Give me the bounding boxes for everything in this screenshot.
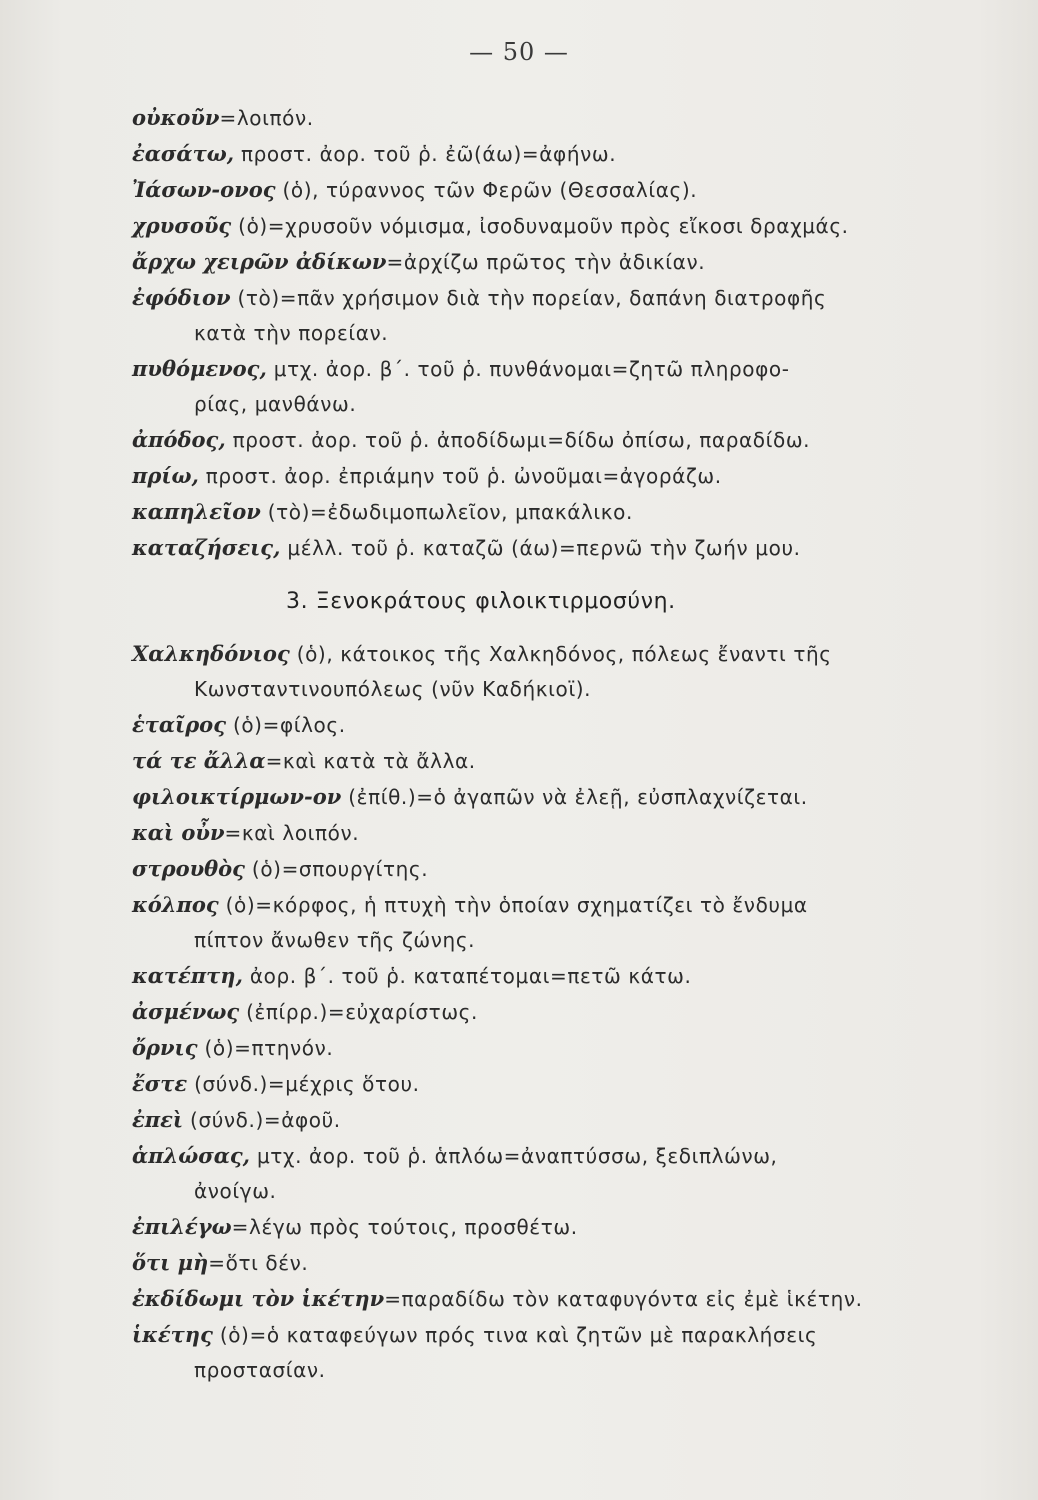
glossary-entry — [132, 1138, 992, 1174]
glossary-entry — [132, 458, 992, 494]
headword: τά τε ἄλλα — [132, 748, 266, 773]
definition: (ὁ)=σπουργίτης. — [244, 857, 429, 881]
glossary-entry — [132, 136, 992, 172]
definition: προστασίαν. — [194, 1358, 326, 1382]
definition: (ὁ), κάτοικος τῆς Χαλκηδόνος, πόλεως ἔναντι τῆς — [289, 642, 832, 666]
glossary-entry — [132, 244, 992, 280]
glossary-entry — [132, 1245, 992, 1281]
headword: Χαλκηδόνιος — [132, 641, 290, 666]
definition: =καὶ λοιπόν. — [224, 821, 360, 845]
definition: μέλλ. τοῦ ῥ. καταζῶ (άω)=περνῶ τὴν ζωήν μου. — [280, 536, 801, 560]
definition: (σύνδ.)=ἀφοῦ. — [183, 1108, 341, 1132]
glossary-entry — [132, 1102, 992, 1138]
headword: ἐασάτω, — [132, 141, 235, 166]
glossary-entry — [132, 851, 992, 887]
definition: πίπτον ἄνωθεν τῆς ζώνης. — [194, 928, 476, 952]
glossary-entry — [132, 100, 992, 136]
definition: Κωνσταντινουπόλεως (νῦν Καδήκιοϊ). — [194, 677, 592, 701]
headword: χρυσοῦς — [132, 213, 232, 238]
headword: ἔστε — [132, 1071, 188, 1096]
headword: φιλοικτίρμων-ον — [132, 784, 342, 809]
headword: ἀπόδος, — [132, 427, 226, 452]
glossary-content — [132, 100, 992, 1388]
definition: ἀορ. β΄. τοῦ ῥ. καταπέτομαι=πετῶ κάτω. — [242, 964, 692, 988]
definition: (σύνδ.)=μέχρις ὅτου. — [187, 1072, 420, 1096]
definition: (τὸ)=ἐδωδιμοπωλεῖον, μπακάλικο. — [260, 500, 633, 524]
glossary-entry — [132, 815, 992, 851]
definition: προστ. ἀορ. τοῦ ῥ. ἀποδίδωμι=δίδω ὀπίσω, παραδίδω. — [225, 428, 811, 452]
definition: ἀνοίγω. — [194, 1179, 277, 1203]
headword: ὄρνις — [132, 1035, 198, 1060]
glossary-entry-continuation — [132, 1174, 992, 1209]
glossary-entry — [132, 208, 992, 244]
glossary-section-2 — [132, 636, 992, 1388]
headword: ὅτι μὴ — [132, 1250, 209, 1275]
headword: καταζήσεις, — [132, 535, 281, 560]
glossary-entry — [132, 494, 992, 530]
headword: ἱκέτης — [132, 1322, 213, 1347]
glossary-entry — [132, 422, 992, 458]
glossary-entry — [132, 707, 992, 743]
definition: (ὁ)=φίλος. — [225, 713, 346, 737]
definition: =καὶ κατὰ τὰ ἄλλα. — [265, 749, 476, 773]
definition: (ὁ)=κόρφος, ἡ πτυχὴ τὴν ὁποίαν σχηματίζει τὸ ἔνδυμα — [218, 893, 808, 917]
definition: (τὸ)=πᾶν χρήσιμον διὰ τὴν πορείαν, δαπάνη διατροφῆς — [230, 286, 827, 310]
glossary-entry-continuation — [132, 1353, 992, 1388]
glossary-entry — [132, 994, 992, 1030]
headword: πυθόμενος, — [132, 356, 267, 381]
glossary-entry — [132, 743, 992, 779]
glossary-entry-continuation — [132, 316, 992, 351]
definition: μτχ. ἀορ. τοῦ ῥ. ἁπλόω=ἀναπτύσσω, ξεδιπλώνω, — [250, 1144, 778, 1168]
headword: ἁπλώσας, — [132, 1143, 250, 1168]
headword: καὶ οὖν — [132, 820, 225, 845]
glossary-entry — [132, 530, 992, 566]
definition: =ὅτι δέν. — [208, 1251, 309, 1275]
headword: κατέπτη, — [132, 963, 243, 988]
glossary-entry — [132, 779, 992, 815]
glossary-entry — [132, 1281, 992, 1317]
section-heading: 3. Ξενοκράτους φιλοικτιρμοσύνη. — [286, 589, 676, 614]
definition: (ὁ)=χρυσοῦν νόμισμα, ἰσοδυναμοῦν πρὸς εἴκοσι δραχμάς. — [231, 214, 849, 238]
definition: =λοιπόν. — [219, 106, 314, 130]
glossary-entry — [132, 1317, 992, 1353]
definition: μτχ. ἀορ. β΄. τοῦ ῥ. πυνθάνομαι=ζητῶ πληροφο- — [266, 357, 790, 381]
headword: κόλπος — [132, 892, 219, 917]
glossary-entry — [132, 1030, 992, 1066]
headword: Ἰάσων-ονος — [132, 177, 276, 202]
definition: προστ. ἀορ. τοῦ ῥ. ἐῶ(άω)=ἀφήνω. — [234, 142, 617, 166]
definition: =παραδίδω τὸν καταφυγόντα εἰς ἐμὲ ἱκέτην. — [384, 1287, 863, 1311]
headword: ἐπεὶ — [132, 1107, 184, 1132]
glossary-entry-continuation — [132, 923, 992, 958]
headword: καπηλεῖον — [132, 499, 261, 524]
headword: ἀσμένως — [132, 999, 240, 1024]
headword: ἄρχω χειρῶν ἀδίκων — [132, 249, 387, 274]
glossary-entry — [132, 172, 992, 208]
definition: =λέγω πρὸς τούτοις, προσθέτω. — [231, 1215, 578, 1239]
definition: (ἐπίθ.)=ὁ ἀγαπῶν νὰ ἐλεῇ, εὐσπλαχνίζεται. — [341, 785, 808, 809]
headword: ἐφόδιον — [132, 285, 231, 310]
definition: (ἐπίρρ.)=εὐχαρίστως. — [239, 1000, 478, 1024]
glossary-entry-continuation — [132, 387, 992, 422]
glossary-entry — [132, 887, 992, 923]
glossary-entry — [132, 1209, 992, 1245]
definition: (ὁ)=ὁ καταφεύγων πρός τινα καὶ ζητῶν μὲ παρακλήσεις — [212, 1323, 818, 1347]
headword: ἑταῖρος — [132, 712, 226, 737]
headword: στρουθὸς — [132, 856, 245, 881]
headword: ἐπιλέγω — [132, 1214, 232, 1239]
headword: ἐκδίδωμι τὸν ἱκέτην — [132, 1286, 385, 1311]
headword: οὐκοῦν — [132, 105, 220, 130]
definition: προστ. ἀορ. ἐπριάμην τοῦ ῥ. ὠνοῦμαι=ἀγοράζω. — [198, 464, 722, 488]
glossary-entry-continuation — [132, 672, 992, 707]
definition: (ὁ)=πτηνόν. — [197, 1036, 334, 1060]
glossary-entry — [132, 636, 992, 672]
definition: (ὁ), τύραννος τῶν Φερῶν (Θεσσαλίας). — [275, 178, 698, 202]
definition: κατὰ τὴν πορείαν. — [194, 321, 389, 345]
headword: πρίω, — [132, 463, 199, 488]
glossary-entry — [132, 280, 992, 316]
definition: =ἀρχίζω πρῶτος τὴν ἀδικίαν. — [386, 250, 706, 274]
glossary-section-1 — [132, 100, 992, 566]
glossary-entry — [132, 351, 992, 387]
glossary-entry — [132, 1066, 992, 1102]
glossary-entry — [132, 958, 992, 994]
definition: ρίας, μανθάνω. — [194, 392, 357, 416]
page-number: — 50 — — [469, 38, 569, 66]
